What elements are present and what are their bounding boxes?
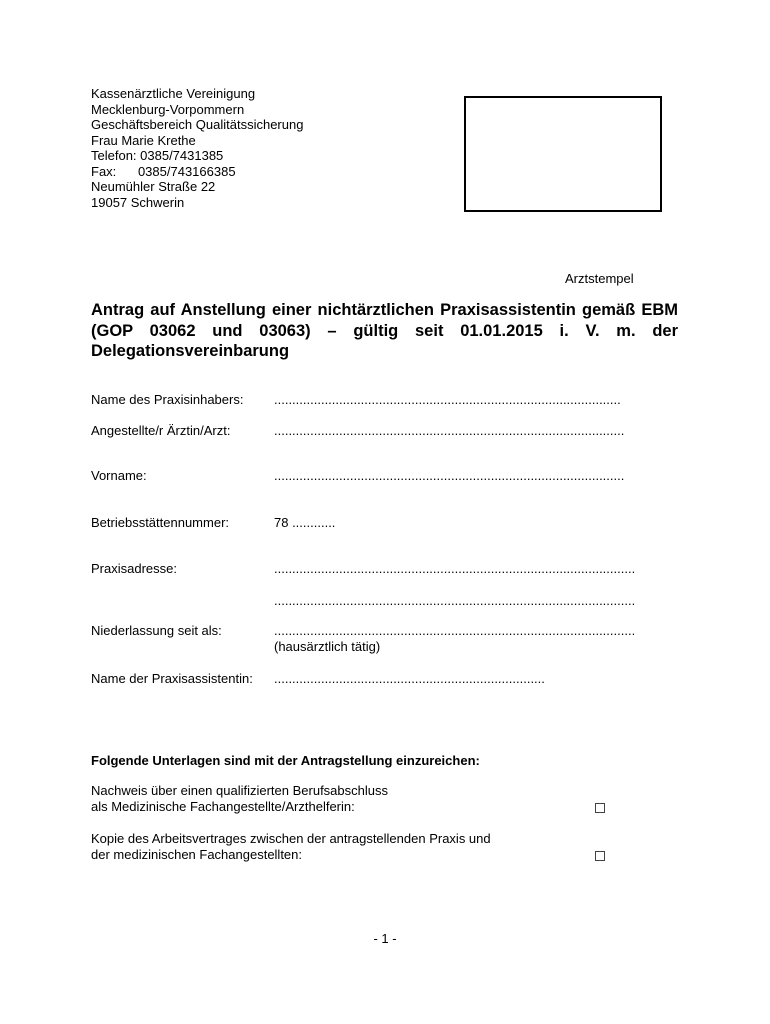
field-first-name[interactable]: ................................................................................................. <box>274 468 625 483</box>
address-line: 19057 Schwerin <box>91 194 185 210</box>
field-practice-address-line2[interactable]: .................................................................................................... <box>274 593 636 608</box>
field-label-employed-doctor: Angestellte/r Ärztin/Arzt: <box>91 423 231 438</box>
address-line: Neumühler Straße 22 <box>91 179 216 194</box>
checkbox-employment-contract[interactable] <box>595 851 605 861</box>
address-line: Geschäftsbereich Qualitätssicherung <box>91 117 304 132</box>
field-practice-owner[interactable]: ................................................................................................ <box>274 392 621 407</box>
requirement-text: als Medizinische Fachangestellte/Arzthelferin: <box>91 799 355 814</box>
requirement-text: Nachweis über einen qualifizierten Berufsabschluss <box>91 783 388 798</box>
address-line: Mecklenburg-Vorpommern <box>91 101 245 117</box>
field-note-gp-activity: (hausärztlich tätig) <box>274 639 381 654</box>
address-line: Kassenärztliche Vereinigung <box>91 86 256 101</box>
doctor-stamp-box <box>464 96 662 212</box>
requirement-employment-contract <box>91 831 491 863</box>
doctor-stamp-label: Arztstempel <box>565 271 634 286</box>
requirements-heading: Folgende Unterlagen sind mit der Antragstellung einzureichen: <box>91 753 480 768</box>
form-title: Antrag auf Anstellung einer nichtärztlichen Praxisassistentin gemäß EBM (GOP 03062 und 03063) – gültig seit 01.01.2015 i. V. m. der Delegationsvereinbarung <box>91 301 678 360</box>
address-line: Fax: 0385/743166385 <box>91 163 236 179</box>
field-employed-doctor[interactable]: ................................................................................................. <box>274 423 625 438</box>
checkbox-qualification[interactable] <box>595 803 605 813</box>
field-label-establishment-number: Betriebsstättennummer: <box>91 515 230 530</box>
field-assistant-name[interactable]: ........................................................................... <box>274 671 545 686</box>
field-established-since[interactable]: .................................................................................................... <box>274 623 636 638</box>
address-line: Frau Marie Krethe <box>91 132 196 148</box>
requirement-qualification <box>91 783 388 815</box>
field-label-practice-owner: Name des Praxisinhabers: <box>91 392 244 407</box>
page-number: - 1 - <box>373 931 397 946</box>
requirement-text: der medizinischen Fachangestellten: <box>91 847 303 862</box>
field-label-assistant-name: Name der Praxisassistentin: <box>91 671 253 686</box>
address-line: Telefon: 0385/7431385 <box>91 148 224 163</box>
field-practice-address-line1[interactable]: .................................................................................................... <box>274 561 636 576</box>
address-block <box>91 86 303 210</box>
field-label-established-since: Niederlassung seit als: <box>91 623 222 638</box>
field-establishment-number[interactable]: 78 ............ <box>274 515 336 530</box>
requirement-text: Kopie des Arbeitsvertrages zwischen der antragstellenden Praxis und <box>91 831 491 846</box>
field-label-first-name: Vorname: <box>91 468 147 483</box>
field-label-practice-address: Praxisadresse: <box>91 561 177 576</box>
